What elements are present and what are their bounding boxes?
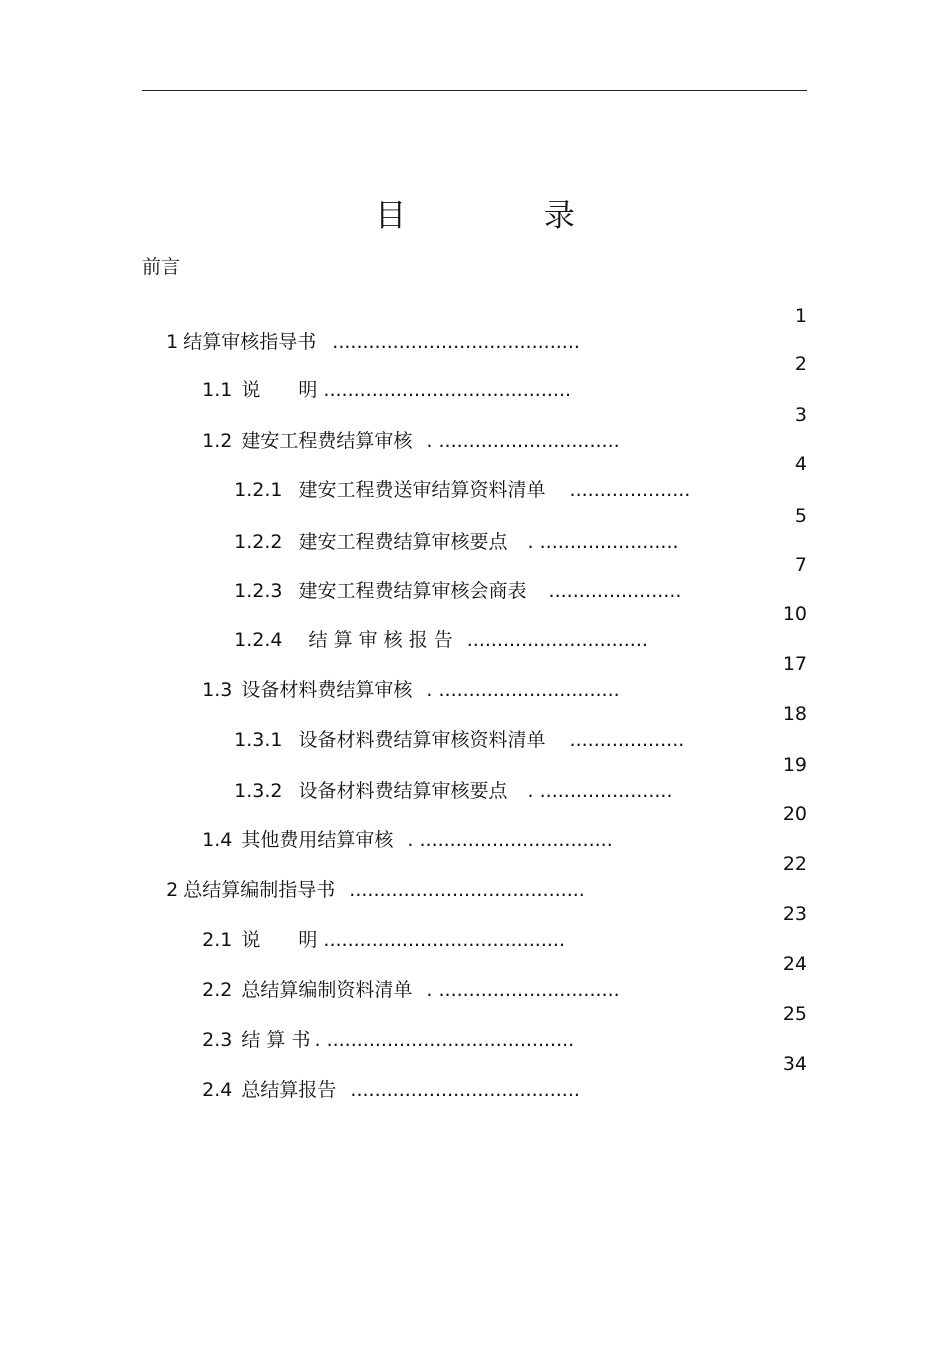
- toc-entry-number: 1.4: [202, 829, 233, 851]
- toc-page-number: 7: [794, 554, 807, 576]
- toc-entry-label: 其他费用结算审核: [241, 829, 394, 851]
- toc-page-number: 23: [782, 903, 807, 925]
- toc-entry-label: 结算审核指导书: [183, 331, 317, 353]
- toc-entry[interactable]: [142, 303, 580, 353]
- toc-entry[interactable]: [210, 701, 685, 751]
- toc-entry-number: 2.1: [202, 929, 233, 951]
- toc-title: 目 录: [375, 198, 639, 234]
- toc-entry-label: 说 明: [241, 929, 318, 951]
- toc-entry[interactable]: [210, 752, 673, 802]
- toc-entry-label: 总结算编制指导书: [183, 879, 336, 901]
- toc-entry-label: 结 算 书: [241, 1029, 311, 1051]
- toc-leader-dots: . .........................................: [314, 1029, 575, 1051]
- toc-entry[interactable]: [178, 651, 620, 701]
- toc-leader-dots: ......................................: [350, 1079, 580, 1101]
- toc-entry-label: 建安工程费结算审核: [241, 430, 413, 452]
- toc-entry-number: 2.3: [202, 1029, 233, 1051]
- toc-entry[interactable]: [178, 801, 613, 851]
- toc-leader-dots: .........................................: [323, 379, 572, 401]
- toc-leader-dots: ....................: [569, 479, 691, 501]
- toc-entry-label: 总结算编制资料清单: [241, 979, 413, 1001]
- toc-page-number: 20: [782, 803, 807, 825]
- toc-leader-dots: ..............................: [466, 629, 648, 651]
- toc-entry[interactable]: [210, 503, 679, 553]
- toc-page-number: 18: [782, 703, 807, 725]
- toc-page-number: 10: [782, 603, 807, 625]
- toc-page-number: 4: [794, 453, 807, 475]
- toc-entry-number: 1.2.1: [234, 479, 283, 501]
- toc-page-number: 24: [782, 953, 807, 975]
- toc-entry[interactable]: [178, 1001, 575, 1051]
- toc-entry-label: 建安工程费结算审核会商表: [298, 580, 527, 602]
- toc-entry[interactable]: [210, 552, 682, 602]
- toc-leader-dots: ........................................: [323, 929, 565, 951]
- toc-page-number: 19: [782, 754, 807, 776]
- toc-leader-dots: . ......................: [527, 780, 673, 802]
- toc-page-number: 25: [782, 1003, 807, 1025]
- toc-page-number: 3: [794, 404, 807, 426]
- toc-entry-label: 设备材料费结算审核要点: [298, 780, 508, 802]
- toc-entry-label: 建安工程费结算审核要点: [298, 531, 508, 553]
- toc-page-number: 34: [782, 1053, 807, 1075]
- header-rule: [142, 90, 807, 91]
- toc-entry-number: 1.2.2: [234, 531, 283, 553]
- toc-entry-number: 1.2.4: [234, 629, 283, 651]
- toc-leader-dots: .......................................: [349, 879, 585, 901]
- toc-entry-number: 1.3.1: [234, 729, 283, 751]
- toc-entry-number: 2: [166, 879, 179, 901]
- toc-page-number: 22: [782, 853, 807, 875]
- toc-leader-dots: . .......................: [527, 531, 679, 553]
- toc-entry-number: 2.2: [202, 979, 233, 1001]
- toc-leader-dots: ...................: [569, 729, 685, 751]
- toc-entry[interactable]: [178, 951, 620, 1001]
- toc-entry-label: 总结算报告: [241, 1079, 337, 1101]
- toc-entry[interactable]: [178, 351, 572, 401]
- toc-entry[interactable]: [142, 851, 585, 901]
- toc-entry-number: 1.3: [202, 679, 233, 701]
- toc-entry-number: 1.3.2: [234, 780, 283, 802]
- toc-entry-number: 2.4: [202, 1079, 233, 1101]
- toc-entry[interactable]: [210, 601, 648, 651]
- toc-page-number: 17: [782, 653, 807, 675]
- toc-page-number: 2: [794, 353, 807, 375]
- toc-entry-number: 1.2: [202, 430, 233, 452]
- toc-entry[interactable]: [178, 402, 620, 452]
- toc-entry-label: 设备材料费结算审核资料清单: [298, 729, 546, 751]
- toc-leader-dots: . ..............................: [426, 430, 620, 452]
- toc-leader-dots: . ................................: [407, 829, 613, 851]
- toc-preface: 前言: [142, 256, 181, 278]
- toc-leader-dots: ......................: [548, 580, 682, 602]
- toc-page-number: 5: [794, 505, 807, 527]
- toc-entry[interactable]: [178, 901, 565, 951]
- toc-page-number: 1: [794, 305, 807, 327]
- toc-entry[interactable]: [210, 451, 691, 501]
- toc-entry-label: 结 算 审 核 报 告: [308, 629, 453, 651]
- toc-entry-number: 1: [166, 331, 179, 353]
- toc-entry-number: 1.2.3: [234, 580, 283, 602]
- toc-leader-dots: . ..............................: [426, 679, 620, 701]
- toc-entry-label: 设备材料费结算审核: [241, 679, 413, 701]
- toc-entry-number: 1.1: [202, 379, 233, 401]
- toc-entry[interactable]: [178, 1051, 580, 1101]
- toc-entry-label: 建安工程费送审结算资料清单: [298, 479, 546, 501]
- toc-leader-dots: . ..............................: [426, 979, 620, 1001]
- toc-entry-label: 说 明: [241, 379, 318, 401]
- toc-leader-dots: .........................................: [332, 331, 580, 353]
